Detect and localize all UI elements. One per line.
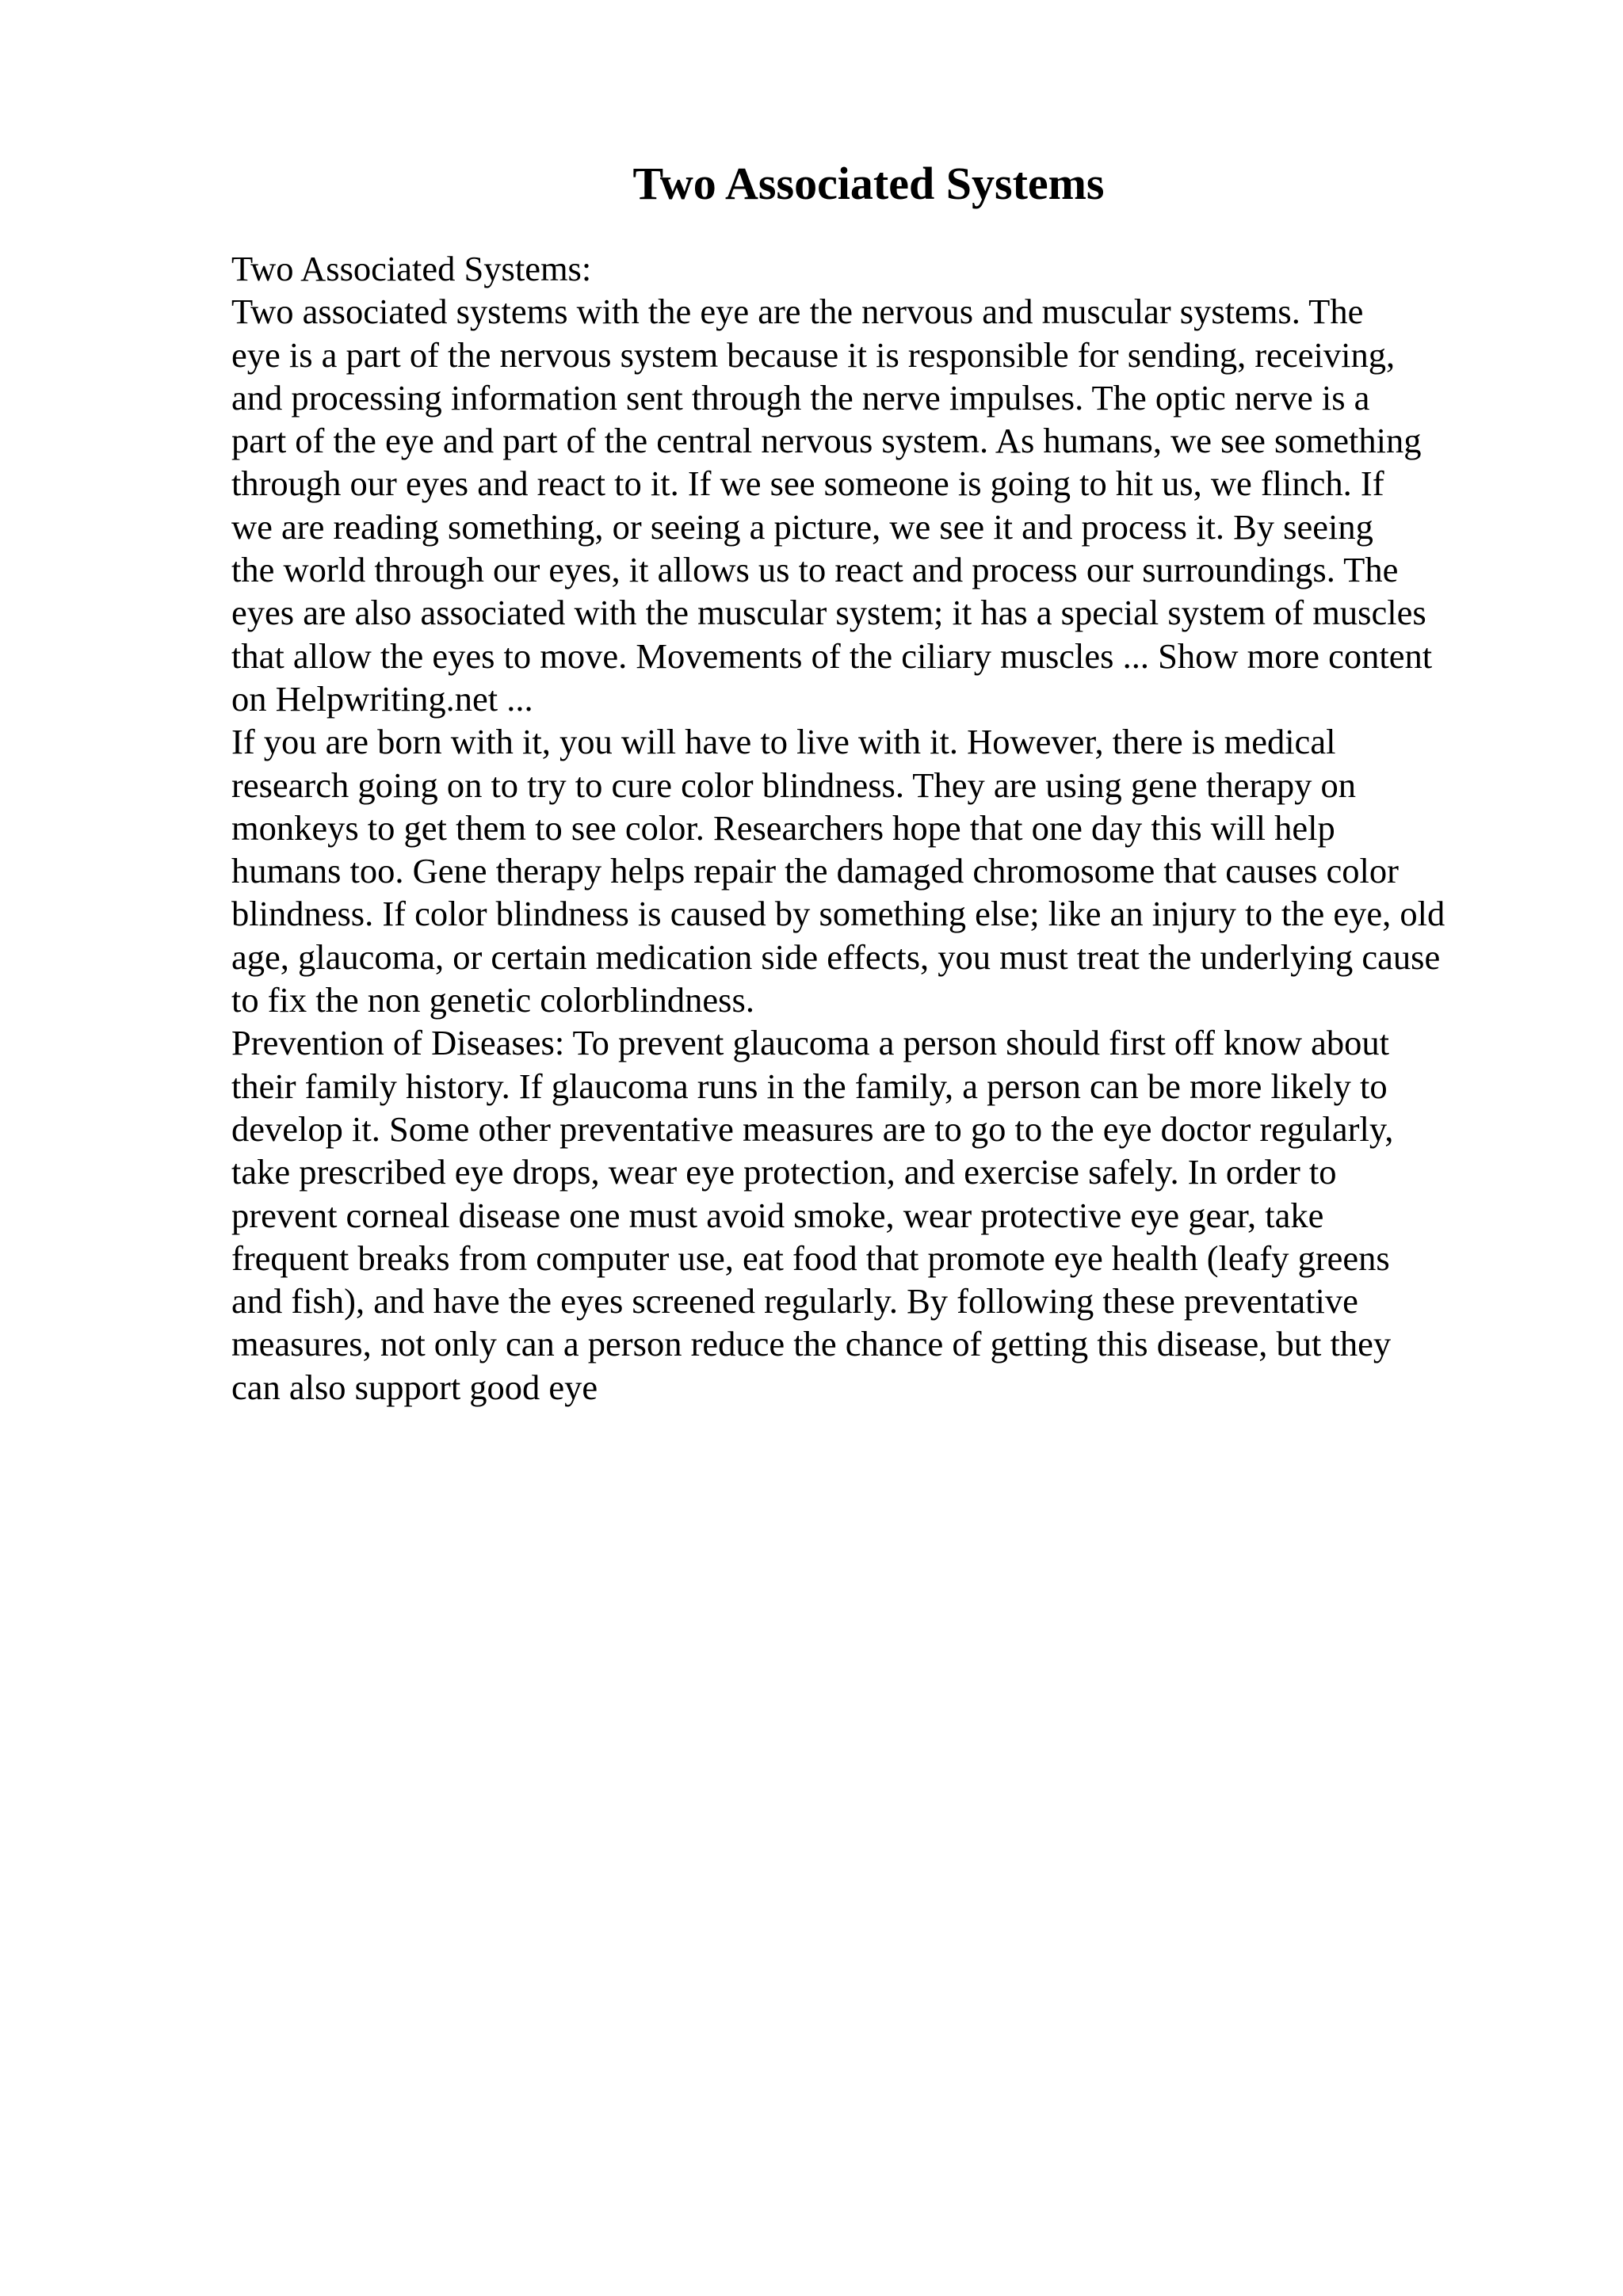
body-line: and processing information sent through the nerve impulses. The optic nerve is a [231,377,1370,418]
body-line: and fish), and have the eyes screened regularly. By following these preventative [231,1281,1358,1322]
body-line: Prevention of Diseases: To prevent glaucoma a person should first off know about [231,1023,1389,1063]
body-line: develop it. Some other preventative measures are to go to the eye doctor regularly, [231,1108,1394,1149]
body-line: on Helpwriting.net ... [231,678,533,719]
body-line: part of the eye and part of the central nervous system. As humans, we see something [231,421,1422,461]
body-line: blindness. If color blindness is caused by something else; like an injury to the eye, old [231,894,1445,934]
body-line: through our eyes and react to it. If we see someone is going to hit us, we flinch. If [231,463,1384,504]
document-body [231,247,1610,1409]
body-line: that allow the eyes to move. Movements of the ciliary muscles ... Show more content [231,635,1433,676]
body-line: age, glaucoma, or certain medication side effects, you must treat the underlying cause [231,936,1441,977]
document-title: Two Associated Systems [632,158,1105,209]
body-line: we are reading something, or seeing a picture, we see it and process it. By seeing [231,506,1373,547]
body-line: monkeys to get them to see color. Researchers hope that one day this will help [231,807,1335,848]
body-line: frequent breaks from computer use, eat food that promote eye health (leafy greens [231,1238,1390,1278]
body-line: their family history. If glaucoma runs in the family, a person can be more likely to [231,1066,1388,1106]
body-line: Two associated systems with the eye are the nervous and muscular systems. The [231,292,1364,332]
body-line: measures, not only can a person reduce the chance of getting this disease, but they [231,1324,1392,1364]
body-line: can also support good eye [231,1367,598,1407]
body-line: to fix the non genetic colorblindness. [231,980,754,1020]
body-line: research going on to try to cure color blindness. They are using gene therapy on [231,765,1357,805]
body-line: take prescribed eye drops, wear eye protection, and exercise safely. In order to [231,1152,1337,1192]
body-line: the world through our eyes, it allows us to react and process our surroundings. The [231,550,1399,590]
body-line: prevent corneal disease one must avoid smoke, wear protective eye gear, take [231,1195,1324,1235]
body-line: humans too. Gene therapy helps repair the damaged chromosome that causes color [231,851,1399,891]
body-line: Two Associated Systems: [231,249,592,288]
body-line: eye is a part of the nervous system because it is responsible for sending, receiving, [231,334,1396,375]
body-line: eyes are also associated with the muscular system; it has a special system of muscles [231,593,1426,633]
body-line: If you are born with it, you will have to live with it. However, there is medical [231,722,1336,762]
